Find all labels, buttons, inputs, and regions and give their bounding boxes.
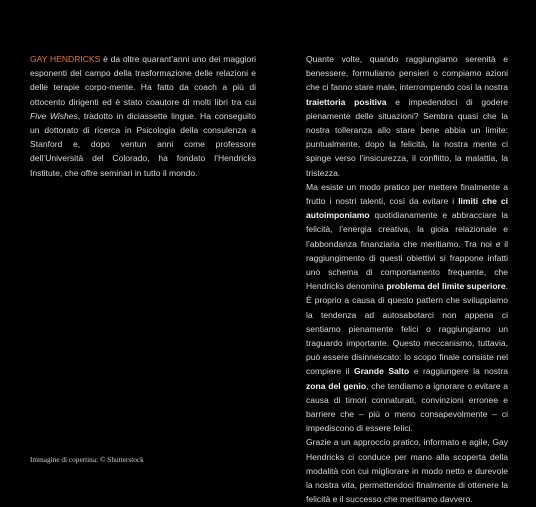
- book-title: Five Wishes: [30, 110, 78, 121]
- description-paragraph-2: Ma esiste un modo pratico per mettere finalmente a frutto i nostri talenti, così da evitare i limiti che ci autoimponiamo quotidianamente e abbracciare la felicità, l’energia creativa, la gioia relazionale e l’abbondanza finanziaria che meritiamo. Tra noi e il raggiungimento di questi obiettivi si frappone infatti uno schema di comportamento frequente, che Hendricks denomina problema del limite superiore. È proprio a causa di questo pattern che sviluppiamo la tendenza ad autosabotarci non appena ci sentiamo pienamente felici o raggiungiamo un traguardo importante. Questo meccanismo, tuttavia, può essere disinnescato: lo scopo finale consiste nel compiere il Grande Salto e raggiungere la nostra zona del genio, che tendiamo a ignorare o evitare a causa di timori connaturati, convinzioni erronee e barriere che – più o meno consapevolmente – ci impediscono di essere felici.: [306, 181, 508, 434]
- description-paragraph-3: Grazie a un approccio pratico, informato e agile, Gay Hendricks ci conduce per mano alla scoperta della modalità con cui migliorare in modo netto e durevole la nostra vita, permettendoci finalmente di ottenere la felicità e il successo che meritiamo davvero.: [306, 437, 508, 505]
- author-name: GAY HENDRICKS: [30, 54, 101, 64]
- description-paragraph-1: Quante volte, quando raggiungiamo serenità e benessere, formuliamo pensieri o compiamo azioni che ci fanno stare male, interrompendo così la nostra traiettoria positiva e impedendoci di godere pienamente delle situazioni? Sembra quasi che la nostra tolleranza allo stare bene abbia un limite: puntualmente, dopo la felicità, la nostra mente ci spinge verso l’insicurezza, il conflitto, la malattia, la tristezza.: [306, 54, 509, 178]
- author-bio-text: GAY HENDRICKS è da oltre quarant’anni uno dei maggiori esponenti del campo della trasformazione delle relazioni e delle terapie corpo-mente. Ha fatto da coach a più di ottocento dirigenti ed è stato coautore di molti libri tra cui Five Wishes, tradotto in diciassette lingue. Ha conseguito un dottorato di ricerca in Psicologia della consulenza a Stanford e, dopo ventun anni come professore dell’Università del Colorado, ha fondato l’Hendricks Institute, che offre seminari in tutto il mondo.: [30, 54, 257, 178]
- author-bio: [30, 52, 256, 180]
- cover-image-credit: Immagine di copertina: © Shutterstock: [30, 455, 144, 464]
- book-description: [306, 52, 508, 507]
